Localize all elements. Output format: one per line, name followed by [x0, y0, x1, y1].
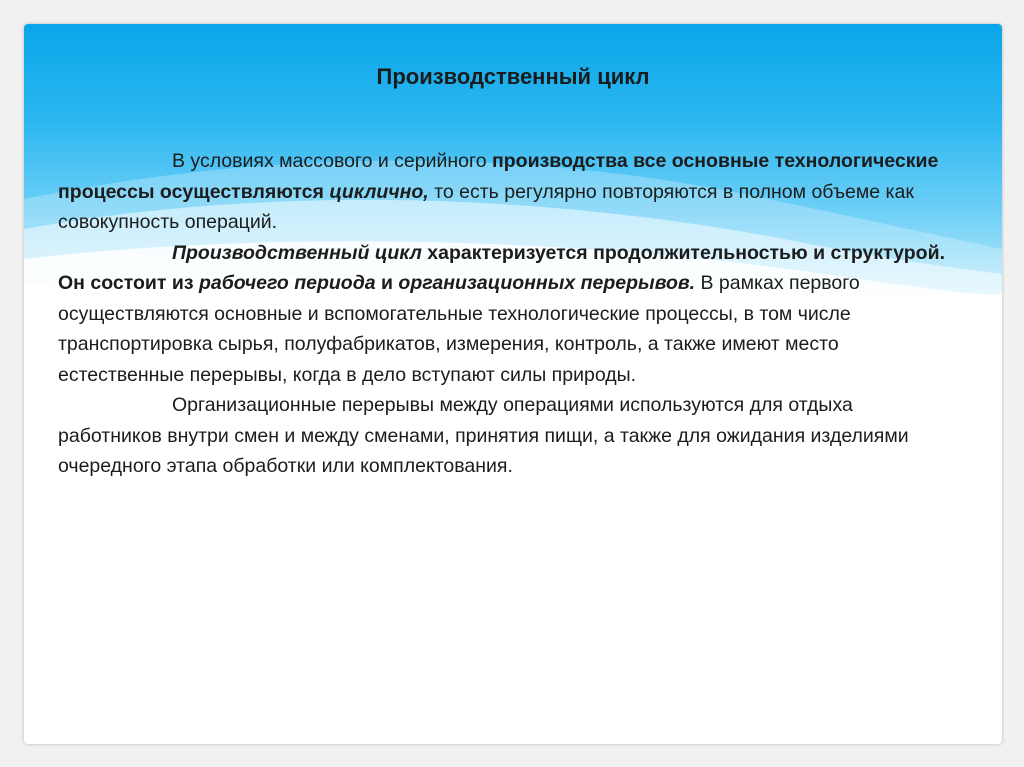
body-text — [58, 146, 958, 482]
p1-bold-text: производства все основные технологические процессы осуществляются — [58, 150, 939, 203]
paragraph-1 — [58, 146, 958, 238]
page-title: Производственный цикл — [376, 64, 650, 89]
p1-text-a: В условиях массового и серийного — [172, 150, 492, 172]
p1-text-b: то есть регулярно повторяются в полном объеме как совокупность операций. — [58, 180, 914, 233]
p1-bold-italic-text: циклично, — [329, 180, 429, 203]
p2-bold-conjunction: и — [375, 272, 399, 294]
slide — [24, 24, 1002, 744]
p2-text: В рамках первого осуществляются основные и вспомогательные технологические процессы, в том числе транспортировка сырья, полуфабрикатов, измерения, контроль, а также имеют место естественные перерывы, когда в дело вступают силы природы. — [58, 272, 860, 386]
p2-bold-italic-term: Производственный цикл — [172, 241, 422, 264]
paragraph-2 — [58, 238, 958, 391]
p2-bold-text: характеризуется продолжительностью и структурой. Он состоит из — [58, 241, 945, 294]
p2-bold-italic-breaks: организационных перерывов. — [398, 272, 696, 294]
p3-text: Организационные перерывы между операциями используются для отдыха работников внутри смен и между сменами, принятия пищи, а также для ожидания изделиями очередного этапа обработки или комплектования. — [58, 394, 909, 477]
paragraph-3 — [58, 390, 958, 482]
p2-bold-italic-working-period: рабочего периода — [198, 272, 376, 294]
